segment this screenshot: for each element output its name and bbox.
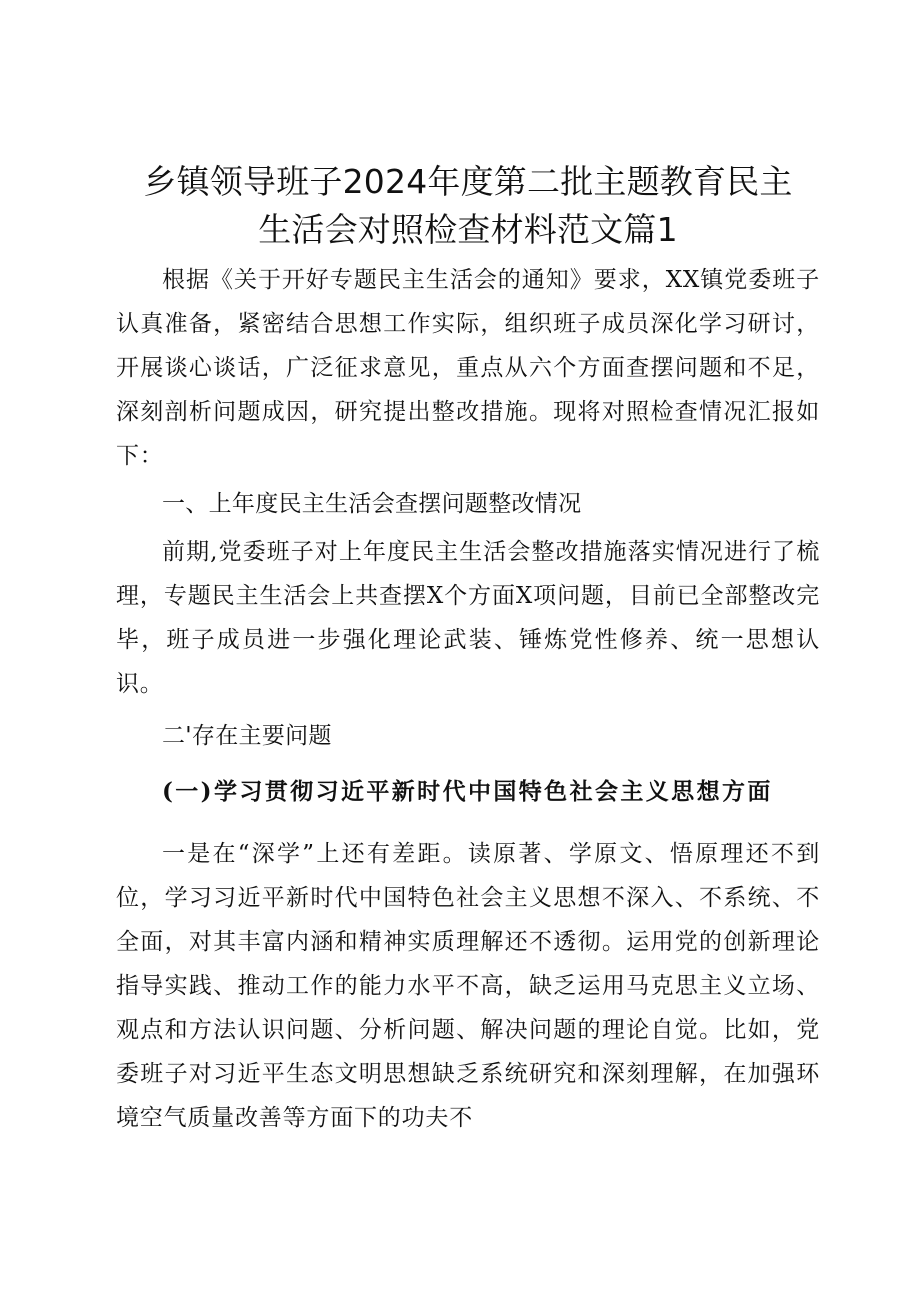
section-1-paragraph: 前期,党委班子对上年度民主生活会整改措施落实情况进行了梳理，专题民主生活会上共查摆X个方面X项问题，目前已全部整改完毕，班子成员进一步强化理论武装、锤炼党性修养、统一思想认识。 xyxy=(116,539,820,697)
title-line-2: 生活会对照检查材料范文篇1 xyxy=(258,210,678,249)
spacer xyxy=(116,818,820,832)
intro-paragraph: 根据《关于开好专题民主生活会的通知》要求，XX镇党委班子认真准备，紧密结合思想工作实际，组织班子成员深化学习研讨，开展谈心谈话，广泛征求意见，重点从六个方面查摆问题和不足，深刻剖析问题成因，研究提出整改措施。现将对照检查情况汇报如下： xyxy=(116,267,820,469)
section-2-heading: 二'存在主要问题 xyxy=(162,723,332,749)
spacer xyxy=(116,706,820,714)
title-line-1: 乡镇领导班子2024年度第二批主题教育民主 xyxy=(143,162,793,201)
spacer xyxy=(116,758,820,766)
subsection-1-paragraph: 一是在“深学”上还有差距。读原著、学原文、悟原理还不到位，学习习近平新时代中国特色社会主义思想不深入、不系统、不全面，对其丰富内涵和精神实质理解还不透彻。运用党的创新理论指导实践、推动工作的能力水平不高，缺乏运用马克思主义立场、观点和方法认识问题、分析问题、解决问题的理论自觉。比如，党委班子对习近平生态文明思想缺乏系统研究和深刻理解，在加强环境空气质量改善等方面下的功夫不 xyxy=(116,841,820,1131)
document-title xyxy=(116,158,820,254)
section-1-heading: 一、上年度民主生活会查摆问题整改情况 xyxy=(162,491,582,517)
document-body xyxy=(116,158,820,1140)
subsection-1-heading: (一)学习贯彻习近平新时代中国特色社会主义思想方面 xyxy=(162,778,773,805)
